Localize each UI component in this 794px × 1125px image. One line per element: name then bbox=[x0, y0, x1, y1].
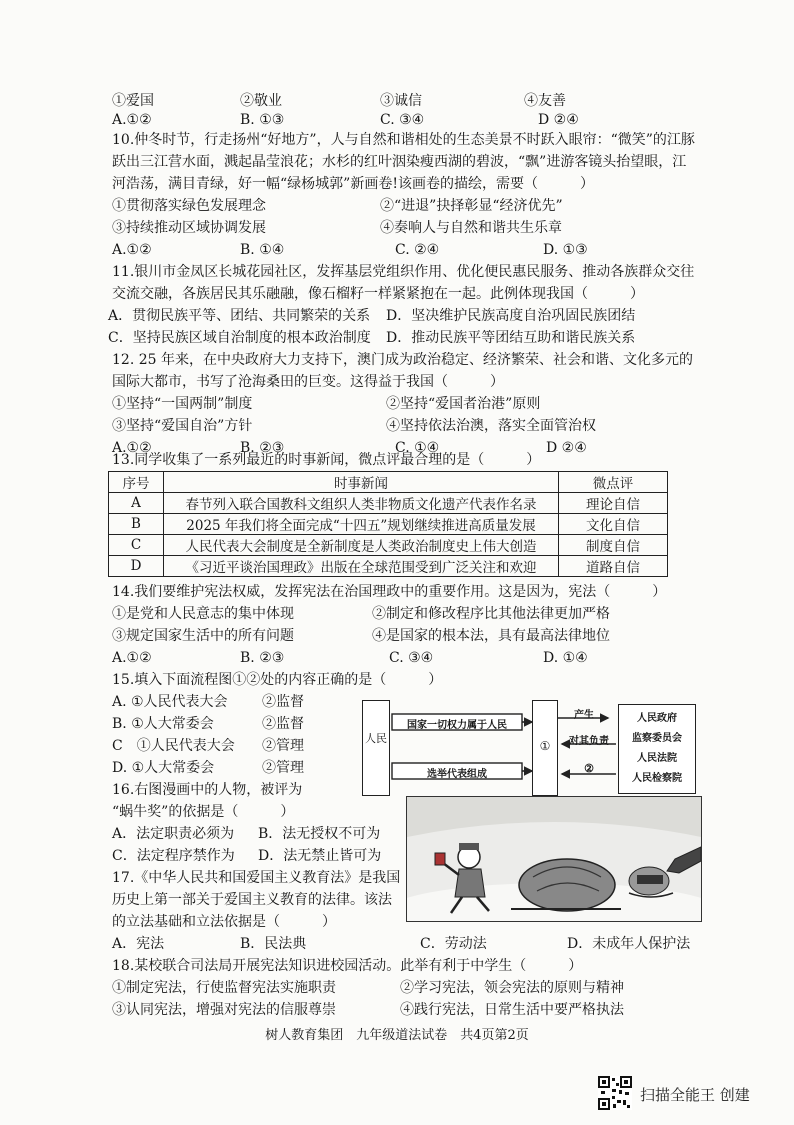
q14-answer: A.①② bbox=[112, 650, 152, 666]
q9-answer: B. ①③ bbox=[240, 112, 285, 128]
q15-option: B. ①人大常委会 bbox=[112, 716, 214, 732]
circle1-box bbox=[532, 700, 558, 796]
people-box bbox=[362, 700, 390, 796]
q10-option: ②“进退”抉择彰显“经济优先” bbox=[380, 198, 563, 214]
q10-stem: 10.仲冬时节，行走扬州“好地方”，人与自然和谐相处的生态美景不时跃入眼帘：“微笑”的江豚 bbox=[112, 132, 695, 148]
q11-stem: 交流交融，各族居民其乐融融，像石榴籽一样紧紧抱在一起。此例体现我国（ ） bbox=[112, 286, 644, 302]
q17-stem: 的立法基础和立法依据是（ ） bbox=[112, 914, 336, 930]
table-cell: A bbox=[109, 493, 164, 514]
q16-option: A．法定职责必须为 bbox=[112, 826, 235, 842]
blank-2: ② bbox=[584, 762, 594, 775]
table-cell: B bbox=[109, 514, 164, 535]
arrow-label-produce: 产生 bbox=[574, 710, 594, 721]
cartoon-drawing bbox=[407, 797, 701, 921]
table-cell: 道路自信 bbox=[559, 556, 668, 577]
arrow-label-responsible: 对其负责 bbox=[569, 736, 609, 747]
table-header-row bbox=[109, 472, 668, 493]
q14-option: ②制定和修改程序比其他法律更加严格 bbox=[372, 606, 610, 622]
q14-option: ④是国家的根本法，具有最高法律地位 bbox=[372, 628, 610, 644]
q9-option: ④友善 bbox=[524, 93, 566, 109]
table-header: 微点评 bbox=[559, 472, 668, 493]
q15-option: ②监督 bbox=[262, 716, 304, 732]
q11-option: A．贯彻民族平等、团结、共同繁荣的关系 bbox=[108, 308, 371, 324]
q16-option: D．法无禁止皆可为 bbox=[258, 848, 382, 864]
q14-answer: D. ①④ bbox=[543, 650, 588, 666]
q12-option: ②坚持“爱国者治港”原则 bbox=[386, 396, 541, 412]
q9-option: ②敬业 bbox=[240, 93, 282, 109]
q14-option: ①是党和人民意志的集中体现 bbox=[112, 606, 294, 622]
table-cell: D bbox=[109, 556, 164, 577]
q12-option: ④坚持依法治澳，落实全面管治权 bbox=[386, 418, 596, 434]
arrow-label-power: 国家一切权力属于人民 bbox=[407, 720, 507, 731]
table-header: 时事新闻 bbox=[164, 472, 559, 493]
table-header: 序号 bbox=[109, 472, 164, 493]
flowchart bbox=[362, 700, 698, 796]
q15-stem: 15.填入下面流程图①②处的内容正确的是（ ） bbox=[112, 672, 443, 688]
q17-answer: A．宪法 bbox=[112, 936, 165, 952]
table-cell: 2025 年我们将全面完成“十四五”规划继续推进高质量发展 bbox=[164, 514, 559, 535]
q16-stem: 16.右图漫画中的人物，被评为 bbox=[112, 782, 303, 798]
q17-answer: B．民法典 bbox=[240, 936, 307, 952]
q18-option: ③认同宪法，增强对宪法的信服尊崇 bbox=[112, 1002, 336, 1018]
organ-supervision: 监察委员会 bbox=[632, 733, 682, 744]
organ-procuratorate: 人民检察院 bbox=[632, 773, 682, 784]
q12-answer: B. ②③ bbox=[240, 440, 285, 456]
q15-option: ②监督 bbox=[262, 694, 304, 710]
table-row bbox=[109, 514, 668, 535]
table-cell: 文化自信 bbox=[559, 514, 668, 535]
q16-option: C．法定程序禁作为 bbox=[112, 848, 235, 864]
q17-answer: C．劳动法 bbox=[420, 936, 487, 952]
q9-option: ③诚信 bbox=[380, 93, 422, 109]
q9-answer: D ②④ bbox=[538, 112, 579, 128]
q11-option: C．坚持民族区域自治制度的根本政治制度 bbox=[108, 330, 371, 346]
qr-code-icon bbox=[598, 1076, 632, 1110]
q15-option: A. ①人民代表大会 bbox=[112, 694, 228, 710]
q15-option: ②管理 bbox=[262, 760, 304, 776]
q17-stem: 历史上第一部关于爱国主义教育的法律。该法 bbox=[112, 892, 392, 908]
q18-option: ②学习宪法，领会宪法的原则与精神 bbox=[400, 980, 624, 996]
q12-answer: A.①② bbox=[112, 440, 152, 456]
q14-answer: C. ③④ bbox=[389, 650, 434, 666]
cartoon-image bbox=[406, 796, 702, 922]
q10-answer: C. ②④ bbox=[395, 242, 440, 258]
q9-option: ①爱国 bbox=[112, 93, 154, 109]
q11-option: D．推动民族平等团结互助和谐民族关系 bbox=[386, 330, 636, 346]
q9-answer: C. ③④ bbox=[380, 112, 425, 128]
scanner-brand: 扫描全能王 创建 bbox=[640, 1086, 750, 1104]
q16-option: B．法无授权不可为 bbox=[258, 826, 381, 842]
table-cell: 人民代表大会制度是全新制度是人类政治制度史上伟大创造 bbox=[164, 535, 559, 556]
q12-option: ①坚持“一国两制”制度 bbox=[112, 396, 253, 412]
people-label: 人民 bbox=[365, 732, 387, 745]
blank-1: ① bbox=[539, 739, 551, 753]
q12-option: ③坚持“爱国自治”方针 bbox=[112, 418, 253, 434]
q14-option: ③规定国家生活中的所有问题 bbox=[112, 628, 294, 644]
table-cell: 理论自信 bbox=[559, 493, 668, 514]
q18-option: ④践行宪法，日常生活中要严格执法 bbox=[400, 1002, 624, 1018]
q9-answer: A.①② bbox=[112, 112, 152, 128]
q13-stem: 13.同学收集了一系列最近的时事新闻，微点评最合理的是（ ） bbox=[112, 452, 541, 468]
page-footer: 树人教育集团 九年级道法试卷 共4页第2页 bbox=[265, 1028, 529, 1043]
q10-answer: D. ①③ bbox=[543, 242, 588, 258]
organ-court: 人民法院 bbox=[637, 753, 677, 764]
table-cell: C bbox=[109, 535, 164, 556]
organ-government: 人民政府 bbox=[637, 713, 677, 724]
news-table bbox=[108, 471, 668, 577]
q10-stem: 跃出三江营水面，溅起晶莹浪花；水杉的红叶洇染瘦西湖的碧波，“飘”进游客镜头抬望眼，江 bbox=[112, 154, 687, 170]
q11-option: D．坚决维护民族高度自治巩固民族团结 bbox=[386, 308, 636, 324]
q17-stem: 17.《中华人民共和国爱国主义教育法》是我国 bbox=[112, 870, 401, 886]
q11-stem: 11.银川市金凤区长城花园社区，发挥基层党组织作用、优化便民惠民服务、推动各族群众交往 bbox=[112, 264, 695, 280]
table-row bbox=[109, 535, 668, 556]
q10-answer: A.①② bbox=[112, 242, 152, 258]
q14-stem: 14.我们要维护宪法权威，发挥宪法在治国理政中的重要作用。这是因为，宪法（ ） bbox=[112, 584, 667, 600]
table-cell: 春节列入联合国教科文组织人类非物质文化遗产代表作名录 bbox=[164, 493, 559, 514]
q10-option: ①贯彻落实绿色发展理念 bbox=[112, 198, 266, 214]
q17-answer: D．未成年人保护法 bbox=[567, 936, 691, 952]
state-organs-box bbox=[618, 704, 696, 794]
q15-option: ②管理 bbox=[262, 738, 304, 754]
table-cell: 制度自信 bbox=[559, 535, 668, 556]
q12-answer: D ②④ bbox=[546, 440, 587, 456]
q10-option: ④奏响人与自然和谐共生乐章 bbox=[380, 220, 562, 236]
q12-stem: 12. 25 年来，在中央政府大力支持下，澳门成为政治稳定、经济繁荣、社会和谐、文化多元的 bbox=[112, 352, 693, 368]
q18-stem: 18.某校联合司法局开展宪法知识进校园活动。此举有利于中学生（ ） bbox=[112, 958, 583, 974]
q10-option: ③持续推动区域协调发展 bbox=[112, 220, 266, 236]
table-row bbox=[109, 556, 668, 577]
q16-stem: “蜗牛奖”的依据是（ ） bbox=[112, 804, 295, 820]
q12-answer: C. ①④ bbox=[395, 440, 440, 456]
q15-option: D. ①人大常委会 bbox=[112, 760, 215, 776]
q10-answer: B. ①④ bbox=[240, 242, 285, 258]
arrow-label-elect: 选举代表组成 bbox=[427, 769, 487, 780]
table-row bbox=[109, 493, 668, 514]
q10-stem: 河浩荡，满目青绿，好一幅“绿杨城郭”新画卷!该画卷的描绘，需要（ ） bbox=[112, 176, 594, 192]
q18-option: ①制定宪法，行使监督宪法实施职责 bbox=[112, 980, 336, 996]
q14-answer: B. ②③ bbox=[240, 650, 285, 666]
table-cell: 《习近平谈治国理政》出版在全球范围受到广泛关注和欢迎 bbox=[164, 556, 559, 577]
q12-stem: 国际大都市，书写了沧海桑田的巨变。这得益于我国（ ） bbox=[112, 374, 504, 390]
q15-option: C ①人民代表大会 bbox=[112, 738, 235, 754]
